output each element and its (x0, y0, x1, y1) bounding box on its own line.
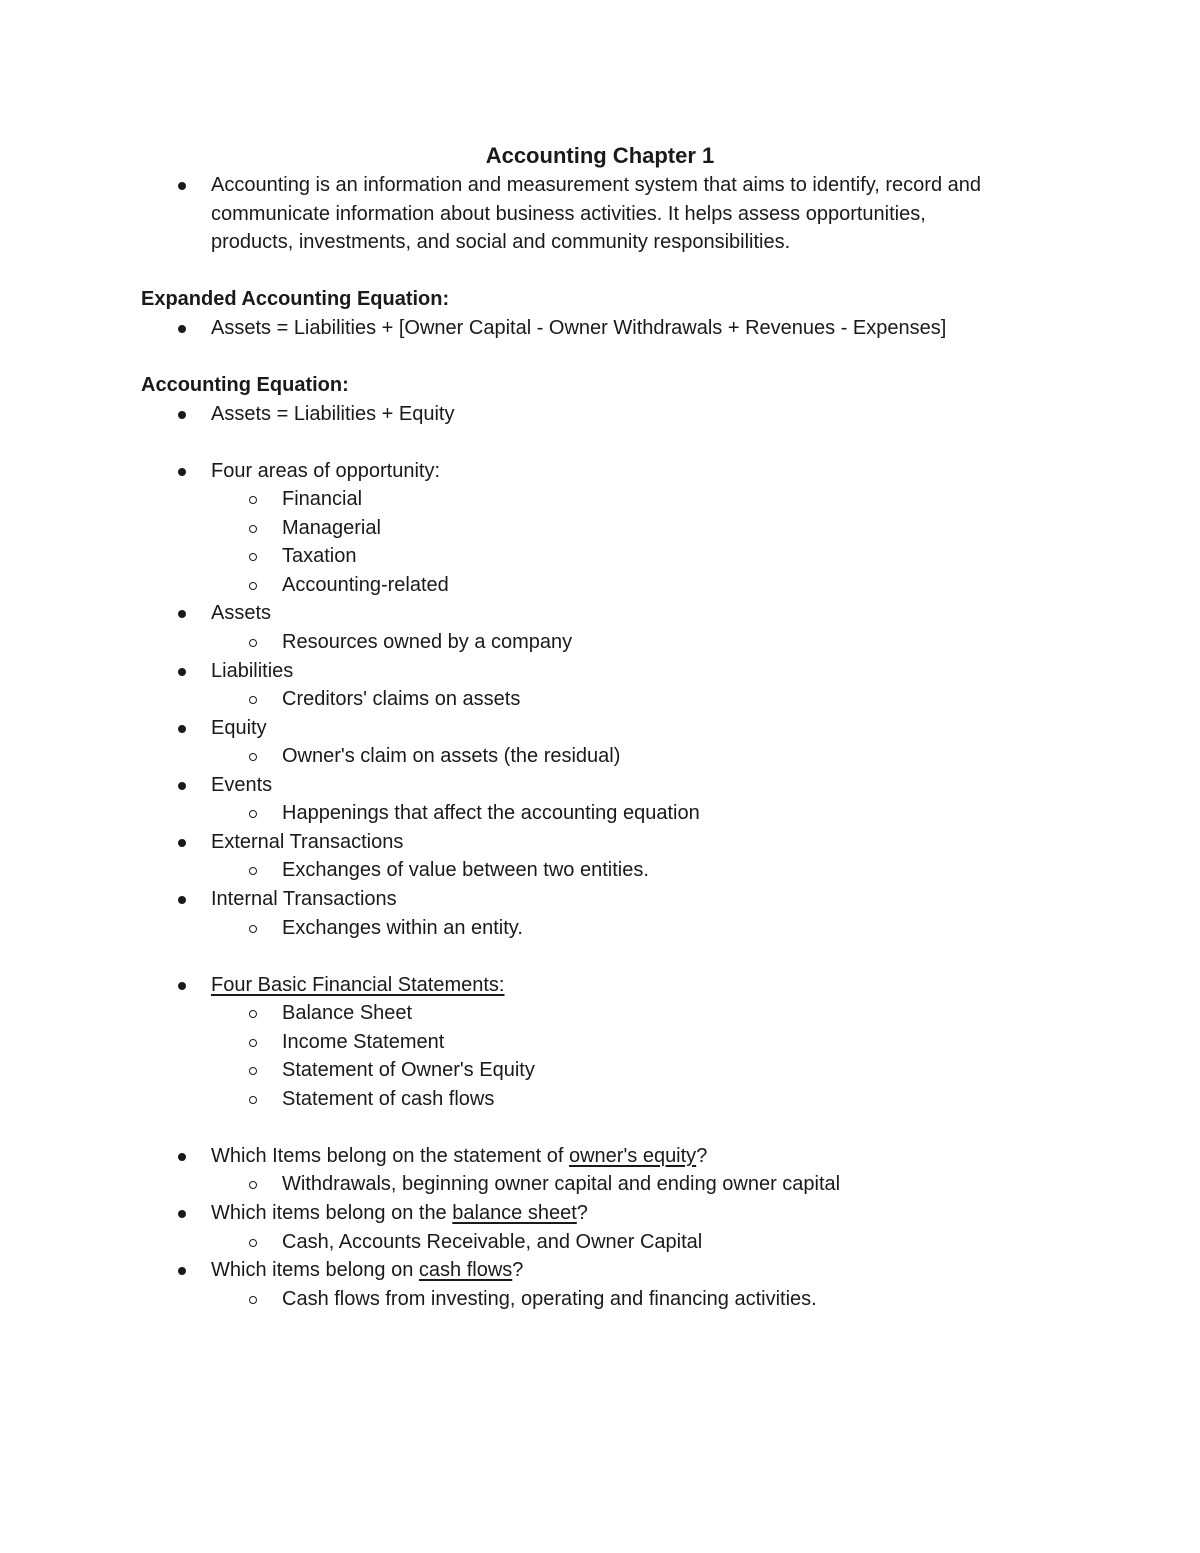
bullet-ring-icon (249, 867, 257, 875)
bullet-ring-icon (249, 696, 257, 704)
bullet-ring-icon (249, 1181, 257, 1189)
statements-label: Four Basic Financial Statements: (211, 974, 505, 996)
question-text: Which items belong on (211, 1259, 419, 1281)
intro-line: Accounting is an information and measurement system that aims to identify, record and (211, 174, 982, 196)
term-definition: Owner's claim on assets (the residual) (282, 745, 621, 767)
expanded-equation-heading: Expanded Accounting Equation: (141, 288, 450, 310)
bullet-dot-icon (178, 1210, 186, 1218)
bullet-ring-icon (249, 1067, 257, 1075)
bullet-dot-icon (178, 411, 186, 419)
question-text: Which Items belong on the statement of (211, 1145, 569, 1167)
term: Assets (211, 602, 272, 624)
intro-line: products, investments, and social and community responsibilities. (211, 231, 791, 253)
question-answer: Withdrawals, beginning owner capital and ending owner capital (282, 1173, 841, 1195)
bullet-dot-icon (178, 782, 186, 790)
list-item: Income Statement (282, 1031, 445, 1053)
question-keyword: owner's equity (568, 1145, 697, 1167)
bullet-ring-icon (249, 925, 257, 933)
bullet-ring-icon (249, 1039, 257, 1047)
bullet-ring-icon (249, 525, 257, 533)
list-item: Statement of Owner's Equity (282, 1059, 535, 1081)
question-keyword: balance sheet (452, 1202, 577, 1224)
equation-heading: Accounting Equation: (141, 374, 349, 396)
term: Equity (211, 717, 267, 739)
question-mark: ? (576, 1202, 588, 1224)
list-item: Accounting-related (282, 574, 449, 596)
equation-item: Assets = Liabilities + Equity (211, 403, 455, 425)
expanded-equation-item: Assets = Liabilities + [Owner Capital - Owner Withdrawals + Revenues - Expenses] (211, 317, 947, 339)
bullet-ring-icon (249, 753, 257, 761)
term-definition: Resources owned by a company (282, 631, 573, 653)
question-text: Which items belong on the (211, 1202, 453, 1224)
question (211, 1199, 588, 1228)
list-item: Financial (282, 488, 363, 510)
term: External Transactions (211, 831, 404, 853)
question-mark: ? (512, 1259, 524, 1281)
bullet-ring-icon (249, 1096, 257, 1104)
question-answer: Cash flows from investing, operating and financing activities. (282, 1288, 817, 1310)
bullet-ring-icon (249, 1296, 257, 1304)
bullet-ring-icon (249, 1010, 257, 1018)
list-item: Managerial (282, 517, 381, 539)
bullet-ring-icon (249, 496, 257, 504)
page-title: Accounting Chapter 1 (485, 143, 715, 168)
bullet-dot-icon (178, 982, 186, 990)
bullet-ring-icon (249, 582, 257, 590)
question-answer: Cash, Accounts Receivable, and Owner Capital (282, 1231, 703, 1253)
bullet-ring-icon (249, 553, 257, 561)
list-item: Taxation (282, 545, 357, 567)
bullet-dot-icon (178, 325, 186, 333)
bullet-dot-icon (178, 468, 186, 476)
question-keyword: cash flows (418, 1259, 513, 1281)
bullet-dot-icon (178, 839, 186, 847)
term-definition: Creditors' claims on assets (282, 688, 521, 710)
bullet-ring-icon (249, 639, 257, 647)
term: Internal Transactions (211, 888, 397, 910)
term-definition: Happenings that affect the accounting equation (282, 802, 700, 824)
bullet-dot-icon (178, 725, 186, 733)
bullet-dot-icon (178, 668, 186, 676)
bullet-dot-icon (178, 896, 186, 904)
bullet-dot-icon (178, 182, 186, 190)
bullet-dot-icon (178, 610, 186, 618)
list-item: Statement of cash flows (282, 1088, 495, 1110)
opportunity-label: Four areas of opportunity: (211, 460, 441, 482)
question-mark: ? (696, 1145, 708, 1167)
bullet-dot-icon (178, 1267, 186, 1275)
intro-line: communicate information about business activities. It helps assess opportunities, (211, 203, 926, 225)
term-definition: Exchanges of value between two entities. (282, 859, 649, 881)
term: Liabilities (211, 660, 294, 682)
term-definition: Exchanges within an entity. (282, 917, 523, 939)
bullet-dot-icon (178, 1153, 186, 1161)
list-item: Balance Sheet (282, 1002, 413, 1024)
term: Events (211, 774, 273, 796)
bullet-ring-icon (249, 810, 257, 818)
question (211, 1256, 523, 1285)
question (211, 1142, 707, 1171)
bullet-ring-icon (249, 1239, 257, 1247)
